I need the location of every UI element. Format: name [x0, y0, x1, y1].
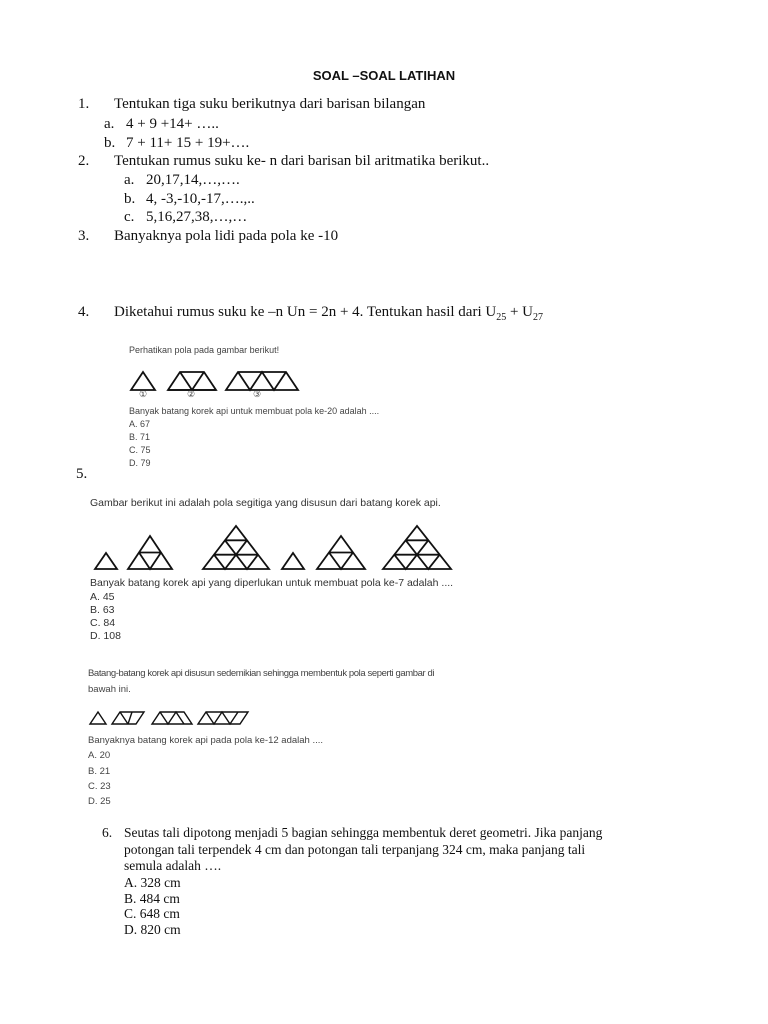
triangle-shape — [95, 553, 117, 569]
question-text-line: semula adalah …. — [124, 858, 222, 873]
option: D. 25 — [88, 796, 111, 807]
option: B. 21 — [88, 766, 111, 777]
item-text: 20,17,14,…,…. — [146, 172, 240, 188]
question-number: 4. — [78, 304, 90, 320]
pattern-label: ② — [187, 389, 196, 399]
image-question: Banyak batang korek api untuk membuat pola ke-20 adalah .... — [129, 406, 380, 416]
matchstick-triangles-figure — [128, 368, 298, 394]
item-label: b. — [124, 191, 136, 207]
subscript: 27 — [533, 312, 544, 323]
triangle-shape — [131, 372, 155, 390]
edge — [139, 553, 161, 570]
item-label: c. — [124, 209, 135, 225]
question-number: 6. — [102, 825, 113, 840]
item-text: 4 + 9 +14+ ….. — [126, 116, 219, 132]
edge — [394, 555, 439, 569]
item-label: a. — [104, 116, 115, 132]
item-text: 7 + 11+ 15 + 19+…. — [126, 135, 250, 151]
edge — [329, 553, 353, 570]
option: D. 108 — [90, 630, 121, 642]
image-question: Banyaknya batang korek api pada pola ke-12 adalah .... — [88, 735, 324, 746]
page-title: SOAL –SOAL LATIHAN — [312, 68, 456, 83]
question-text: Tentukan tiga suku berikutnya dari barisan bilangan — [114, 96, 426, 112]
question-text — [114, 304, 543, 323]
option: C. 84 — [90, 617, 116, 629]
item-label: a. — [124, 172, 135, 188]
question-text-plus: + U — [506, 304, 534, 320]
matchstick-pattern-figure — [88, 708, 258, 726]
item-text: 4, -3,-10,-17,….,.. — [146, 191, 255, 207]
option: D. 820 cm — [124, 922, 181, 937]
edge — [120, 712, 128, 724]
image-question: Banyak batang korek api yang diperlukan untuk membuat pola ke-7 adalah .... — [90, 577, 454, 589]
question-text-line: Seutas tali dipotong menjadi 5 bagian sehingga membentuk deret geometri. Jika panjang — [124, 825, 603, 840]
question-text: Tentukan rumus suku ke- n dari barisan bil aritmatika berikut.. — [114, 153, 490, 169]
triangle-strip-shape — [226, 372, 298, 390]
question-text-line: potongan tali terpendek 4 cm dan potongan tali terpanjang 324 cm, maka panjang tali — [124, 842, 586, 857]
pattern-label: ① — [139, 389, 148, 399]
edge — [238, 372, 286, 390]
option: B. 484 cm — [124, 891, 180, 906]
option: A. 328 cm — [124, 875, 181, 890]
question-number: 1. — [78, 96, 90, 112]
image-heading: bawah ini. — [88, 684, 131, 695]
edge — [406, 540, 429, 554]
edge — [160, 712, 184, 724]
edge — [180, 372, 204, 390]
edge — [214, 555, 258, 569]
option: A. 20 — [88, 750, 111, 761]
edge — [206, 712, 238, 724]
option: A. 45 — [90, 591, 115, 603]
option: D. 79 — [129, 458, 151, 468]
option: C. 75 — [129, 445, 151, 455]
item-text: 5,16,27,38,…,… — [146, 209, 248, 225]
image-heading: Batang-batang korek api disusun sedemikian sehingga membentuk pola seperti gambar di — [88, 668, 435, 679]
item-label: b. — [104, 135, 116, 151]
edge — [225, 540, 247, 554]
question-number: 3. — [78, 228, 90, 244]
option: B. 63 — [90, 604, 115, 616]
option: C. 23 — [88, 781, 111, 792]
question-text: Banyaknya pola lidi pada pola ke -10 — [114, 228, 339, 244]
triangle-pattern-figure — [92, 524, 472, 572]
image-heading: Perhatikan pola pada gambar berikut! — [129, 345, 280, 355]
triangle-shape — [203, 526, 269, 569]
triangle-shape — [282, 553, 304, 569]
triangle-strip-shape — [168, 372, 216, 390]
pattern-label: ③ — [253, 389, 262, 399]
option: C. 648 cm — [124, 906, 180, 921]
option: B. 71 — [129, 432, 151, 442]
edge — [128, 712, 132, 724]
triangle-shape — [90, 712, 106, 724]
option: A. 67 — [129, 419, 151, 429]
triangle-shape — [383, 526, 451, 569]
question-text-main: Diketahui rumus suku ke –n Un = 2n + 4. Tentukan hasil dari U — [114, 304, 497, 320]
subscript: 25 — [496, 312, 507, 323]
question-number: 5. — [76, 466, 88, 482]
image-heading: Gambar berikut ini adalah pola segitiga yang disusun dari batang korek api. — [90, 497, 441, 509]
question-number: 2. — [78, 153, 90, 169]
